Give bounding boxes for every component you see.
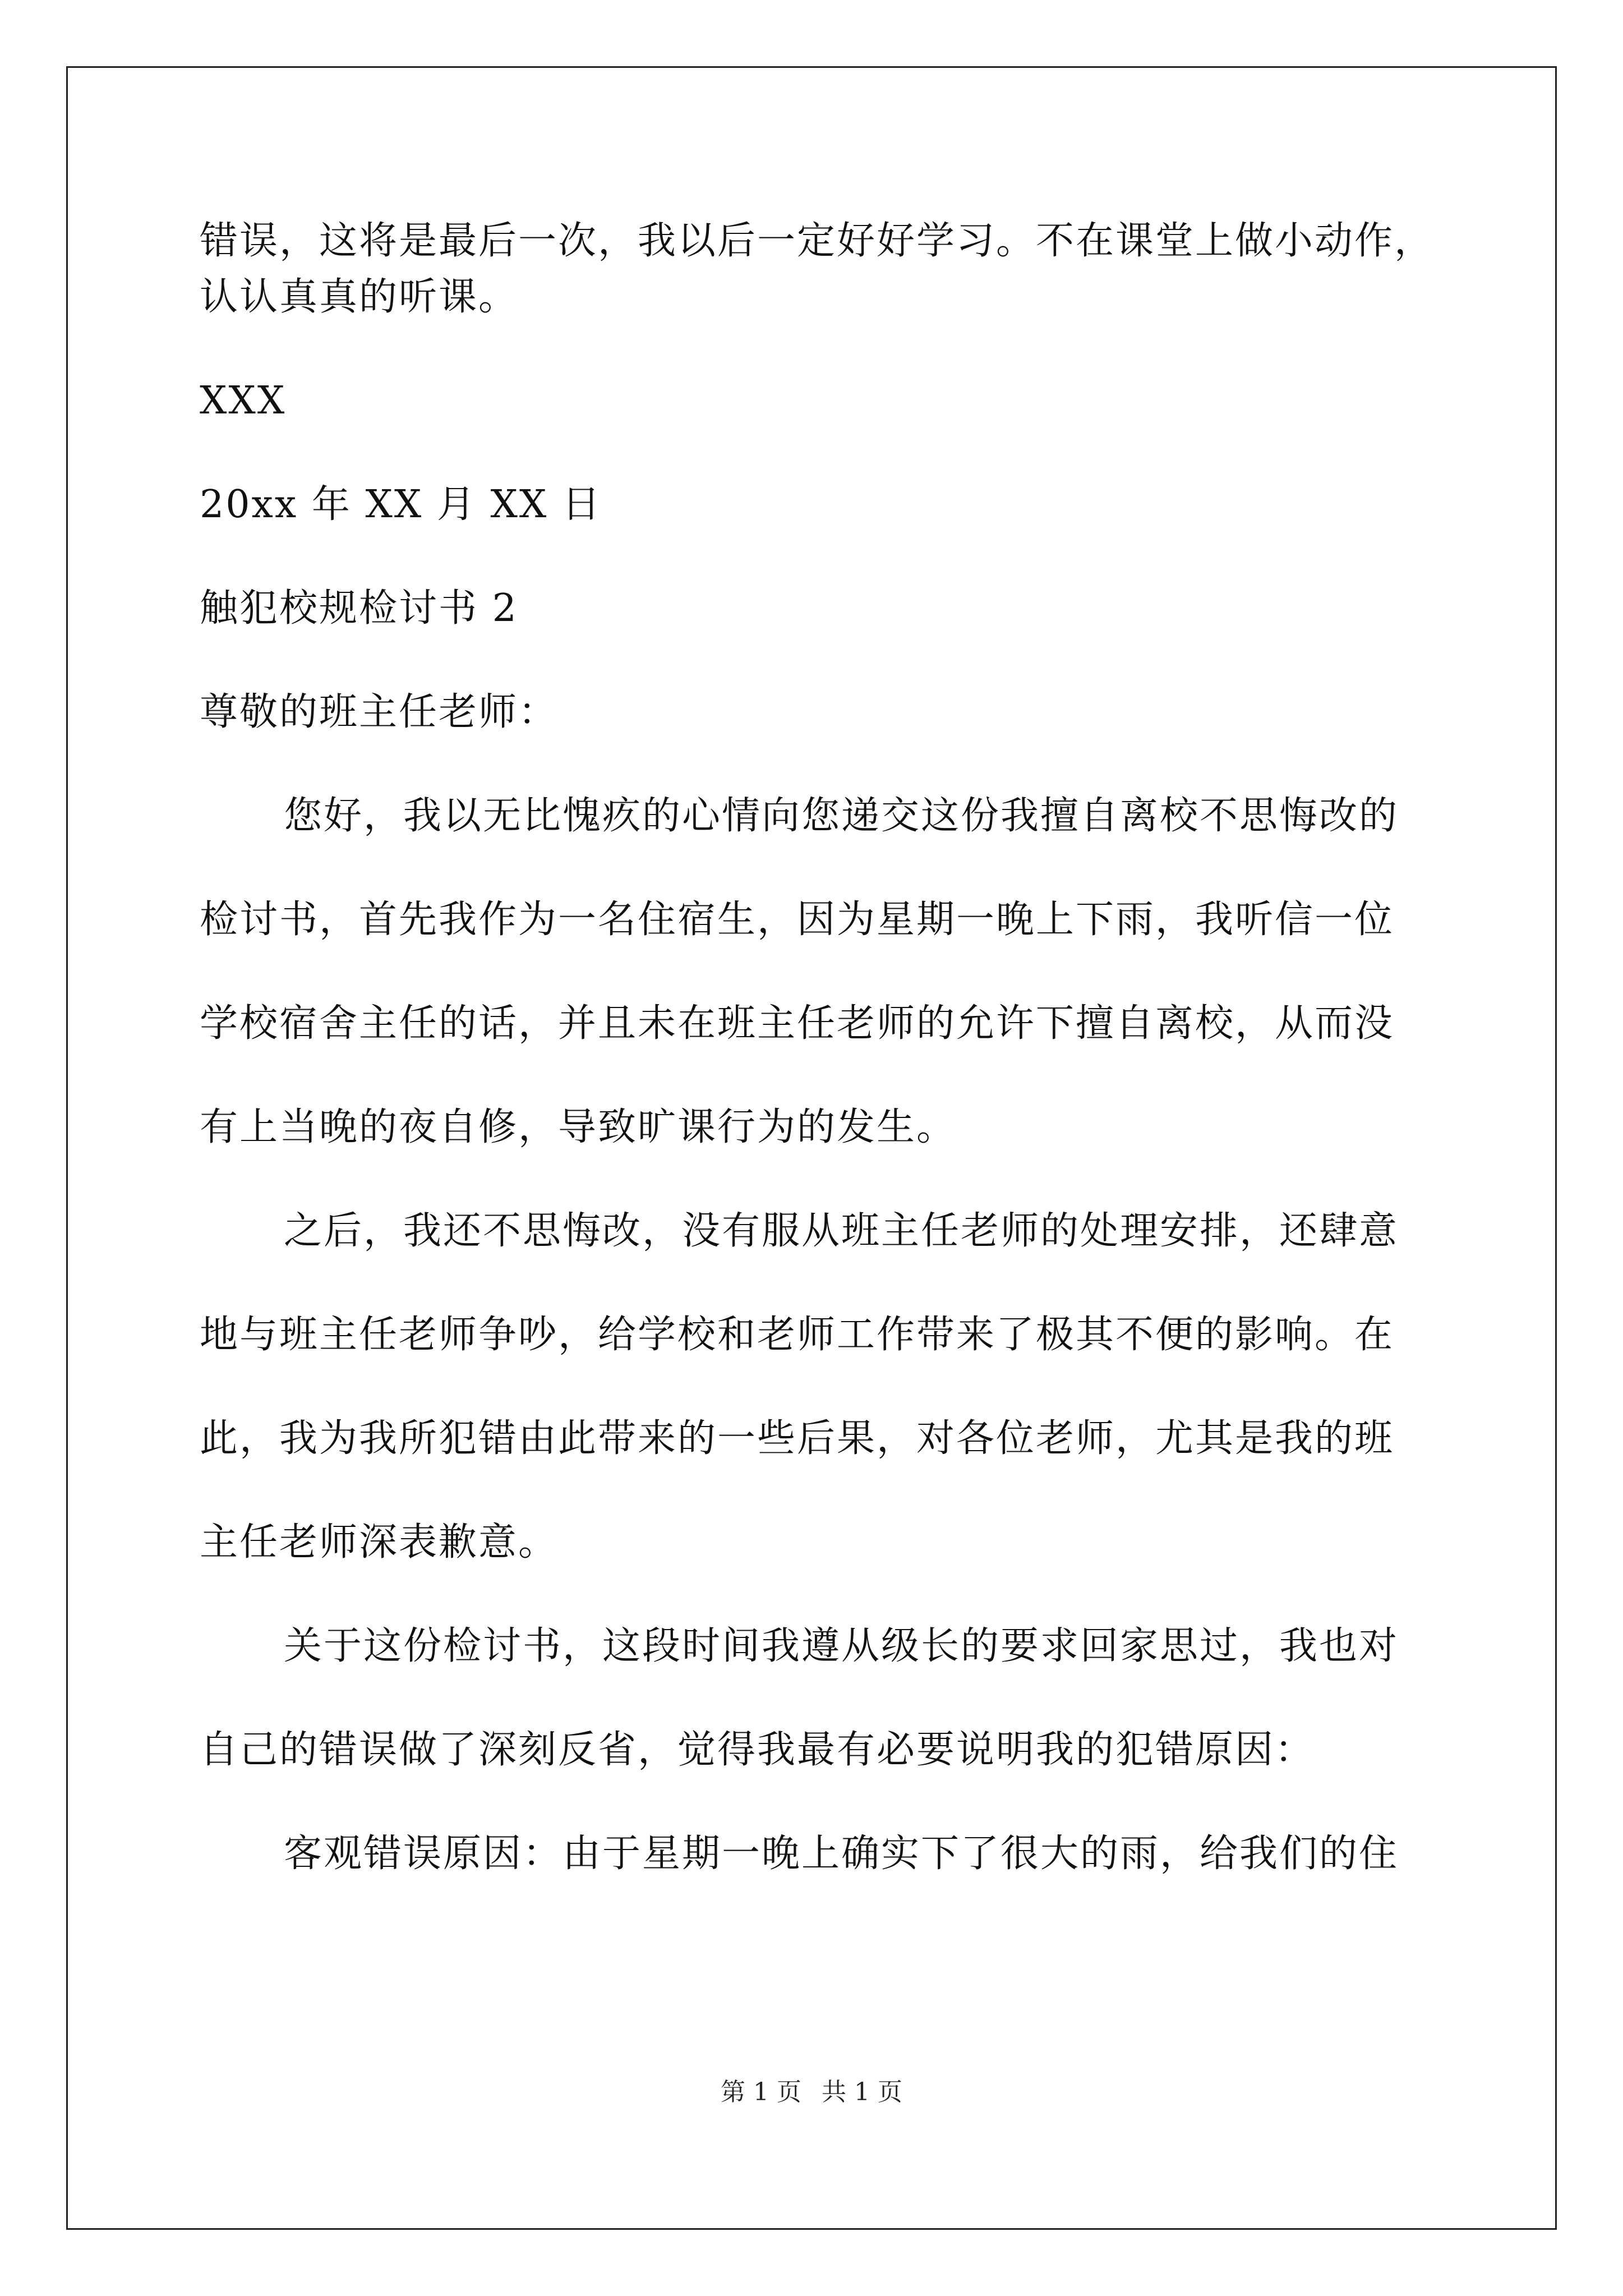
text-line: 有上当晚的夜自修，导致旷课行为的发生。: [200, 1105, 957, 1149]
text-line: 客观错误原因：由于星期一晚上确实下了很大的雨，给我们的住: [284, 1832, 1399, 1876]
page-footer: [0, 2076, 1623, 2109]
signature-date: 20xx 年 XX 月 XX 日: [200, 482, 602, 527]
text-line: 错误，这将是最后一次，我以后一定好好学习。不在课堂上做小动作，: [200, 219, 1435, 263]
text-line: 学校宿舍主任的话，并且未在班主任老师的允许下擅自离校，从而没: [200, 1001, 1395, 1046]
text-line: 关于这份检讨书，这段时间我遵从级长的要求回家思过，我也对: [284, 1624, 1399, 1668]
text-line: 之后，我还不思悔改，没有服从班主任老师的处理安排，还肆意: [284, 1209, 1399, 1253]
salutation: 尊敬的班主任老师：: [200, 690, 559, 734]
page-total: 共 1 页: [822, 2078, 902, 2106]
signature-name: XXX: [200, 379, 287, 423]
document-body: [200, 213, 1450, 1882]
text-line: 自己的错误做了深刻反省，觉得我最有必要说明我的犯错原因：: [200, 1728, 1315, 1772]
text-line: 主任老师深表歉意。: [200, 1520, 559, 1565]
text-line: 地与班主任老师争吵，给学校和老师工作带来了极其不便的影响。在: [200, 1313, 1395, 1357]
text-line: 检讨书，首先我作为一名住宿生，因为星期一晚上下雨，我听信一位: [200, 898, 1395, 942]
text-line: 此，我为我所犯错由此带来的一些后果，对各位老师，尤其是我的班: [200, 1416, 1395, 1461]
section-title: 触犯校规检讨书 2: [200, 586, 518, 631]
text-line: 认认真真的听课。: [200, 275, 519, 319]
text-line: 您好，我以无比愧疚的心情向您递交这份我擅自离校不思悔改的: [284, 794, 1399, 838]
page-number: 第 1 页: [721, 2078, 801, 2106]
